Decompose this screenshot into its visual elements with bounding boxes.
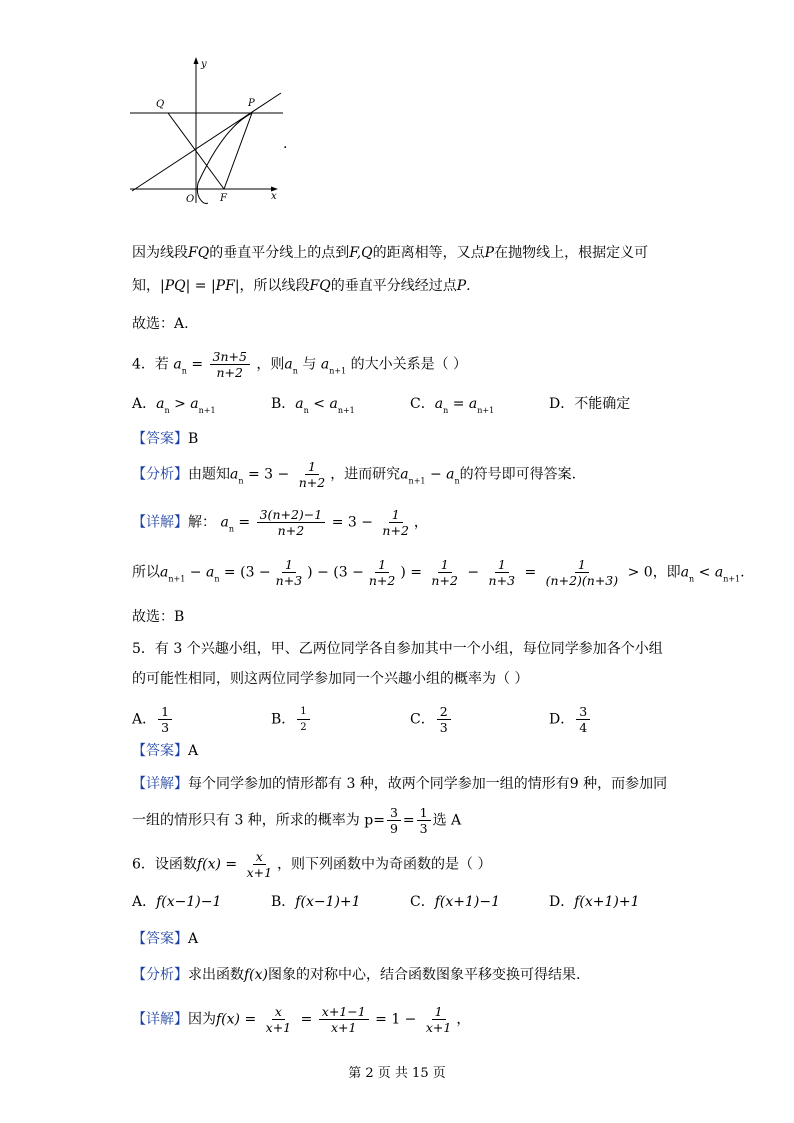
q4-analysis: 【分析】由题知$a_n = 3$ − $\frac{1}{n+2}$ ，进而研究$a_{n+1} - a_n$的符号即可得答案. [132,459,577,490]
q5-option-c: C． $\frac{2}{3}$ [410,705,453,734]
q4-option-c: C．$a_n = a_{n+1}$ [410,396,495,415]
q4-fraction: $\frac{3n+5}{n+2}$ [210,350,250,379]
q4-option-a: A．$a_n > a_{n+1}$ [132,396,216,415]
q5-option-b: B． $\frac{1}{2}$ [271,705,312,734]
parabola-curve [197,113,252,204]
parabola-figure [128,55,288,205]
label-x: x [271,191,277,202]
q6-stem: 6．设函数f(x) = $\frac{x}{x+1}$ ，则下列函数中为奇函数的是（ ） [132,849,492,880]
label-p: P [248,98,255,109]
page-footer: 第 2 页 共 15 页 [348,1066,446,1081]
figure-dot: . [283,136,288,152]
q4-stem: 4．若 $a_n$ = $\frac{3n+5}{n+2}$ ，则$a_n$ 与 $a_{n+1}$ 的大小关系是（ ） [132,349,468,380]
q6-answer: 【答案】A [132,931,199,947]
q5-detail-line2: 一组的情形只有 3 种，所求的概率为 p= $\frac{3}{9}$ = $\frac{1}{3}$ 选 A [132,805,462,836]
label-f: F [220,193,227,204]
q6-option-d: D．f(x+1)+1 [549,894,640,910]
tangent-line [132,93,281,191]
q4-option-b: B．$a_n < a_{n+1}$ [271,396,355,415]
q6-option-a: A．f(x−1)−1 [132,894,222,910]
q4-option-d: D．不能确定 [549,396,631,412]
q3-explanation-line1: 因为线段FQ的垂直平分线上的点到F,Q的距离相等，又点P在抛物线上，根据定义可 [132,245,649,261]
segment-pf [224,113,252,189]
q6-option-c: C．f(x+1)−1 [410,894,500,910]
q5-detail-line1: 【详解】每个同学参加的情形都有 3 种，故两个同学参加一组的情形有9 种，而参加同 [132,776,668,792]
q5-answer: 【答案】A [132,743,199,759]
q5-stem-line2: 的可能性相同，则这两位同学参加同一个兴趣小组的概率为（ ） [132,671,529,687]
q5-option-a: A． $\frac{1}{3}$ [132,705,174,734]
q6-detail: 【详解】因为f(x) = $\frac{x}{x+1}$ = $\frac{x+1-1}{x+1}$ = 1 − $\frac{1}{x+1}$ ， [132,1004,471,1035]
label-o: O [186,194,195,205]
q5-stem-line1: 5．有 3 个兴趣小组，甲、乙两位同学各自参加其中一个小组，每位同学参加各个小组 [132,641,663,657]
q4-detail: 【详解】解： $a_n$ = $\frac{3(n+2)-1}{n+2}$ = 3 − $\frac{1}{n+2}$ ， [132,507,428,538]
label-y: y [201,59,207,70]
q4-derivation: 所以$a_{n+1} - a_n = (3$ − $\frac{1}{n+3}$ ) − (3 − $\frac{1}{n+2}$ ) = $\frac{1}{n+2}$ − $\frac{1}{n+3}$ = $\frac{1}{(n+2)(n+3)}$ > 0，即$a_n < a_{n+1}$. [132,557,745,588]
q3-choice: 故选：A. [132,316,189,332]
q3-explanation-line2: 知，|PQ| = |PF|，所以线段FQ的垂直平分线经过点P. [132,278,471,294]
q4-choice: 故选：B [132,609,185,625]
q6-option-b: B．f(x−1)+1 [271,894,361,910]
q6-analysis: 【分析】求出函数f(x)图象的对称中心，结合函数图象平移变换可得结果. [132,967,581,983]
q4-answer: 【答案】B [132,431,199,447]
q5-option-d: D． $\frac{3}{4}$ [549,705,592,734]
label-q: Q [156,99,165,110]
y-axis-arrow [194,57,199,64]
